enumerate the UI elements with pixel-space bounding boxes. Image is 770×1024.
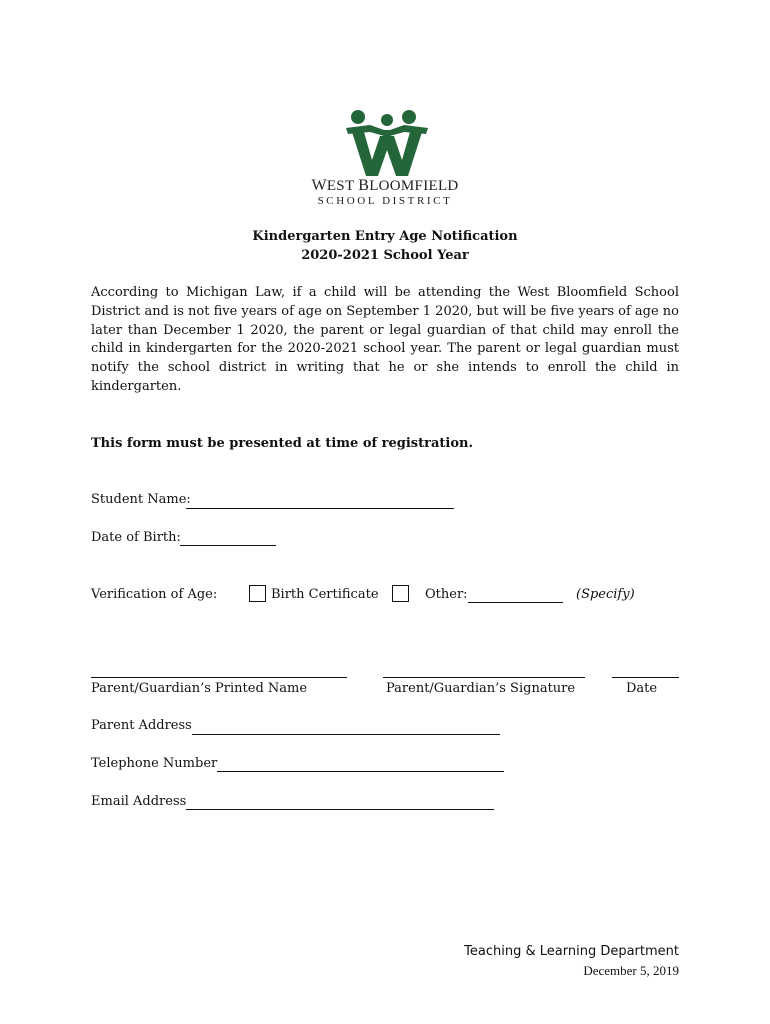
printed-name-label: Parent/Guardian’s Printed Name [91, 681, 308, 696]
date-of-birth-label: Date of Birth: [91, 530, 181, 545]
student-name-label: Student Name: [91, 492, 191, 507]
intro-paragraph: According to Michigan Law, if a child will be attending the West Bloomfield School District and is not five years of age on September 1 2020, but will be five years of age no later than December 1 2020, the parent or legal guardian of that child may enroll the child in kindergarten for the 2020-2021 school year. The parent or legal guardian must notify the school district in writing that he or she intends to enroll the child in kindergarten. [91, 285, 679, 394]
telephone-field[interactable] [217, 771, 504, 772]
telephone-label: Telephone Number [91, 756, 218, 771]
other-label: Other: [425, 587, 468, 602]
form-subtitle: 2020-2021 School Year [301, 248, 469, 263]
printed-name-field[interactable] [91, 677, 347, 678]
date-label: Date [626, 681, 658, 696]
logo-wordmark: WEST BLOOMFIELD [311, 177, 459, 194]
school-district-logo [342, 108, 432, 182]
registration-notice: This form must be presented at time of registration. [91, 436, 473, 451]
email-field[interactable] [186, 809, 494, 810]
email-label: Email Address [91, 794, 187, 809]
signature-field[interactable] [383, 677, 585, 678]
other-specify-field[interactable] [468, 602, 563, 603]
logo-subtext: SCHOOL DISTRICT [317, 195, 453, 207]
birth-certificate-checkbox[interactable] [249, 585, 266, 602]
signature-date-field[interactable] [612, 677, 679, 678]
other-checkbox[interactable] [392, 585, 409, 602]
parent-address-field[interactable] [192, 734, 500, 735]
parent-address-label: Parent Address [91, 718, 192, 733]
birth-certificate-label: Birth Certificate [271, 587, 379, 602]
signature-label: Parent/Guardian’s Signature [386, 681, 576, 696]
verification-label: Verification of Age: [91, 587, 218, 602]
specify-hint: (Specify) [576, 587, 635, 602]
form-title: Kindergarten Entry Age Notification [252, 229, 518, 244]
document-date: December 5, 2019 [583, 963, 679, 978]
department-name: Teaching & Learning Department [464, 944, 679, 959]
date-of-birth-field[interactable] [180, 545, 276, 546]
student-name-field[interactable] [186, 508, 454, 509]
